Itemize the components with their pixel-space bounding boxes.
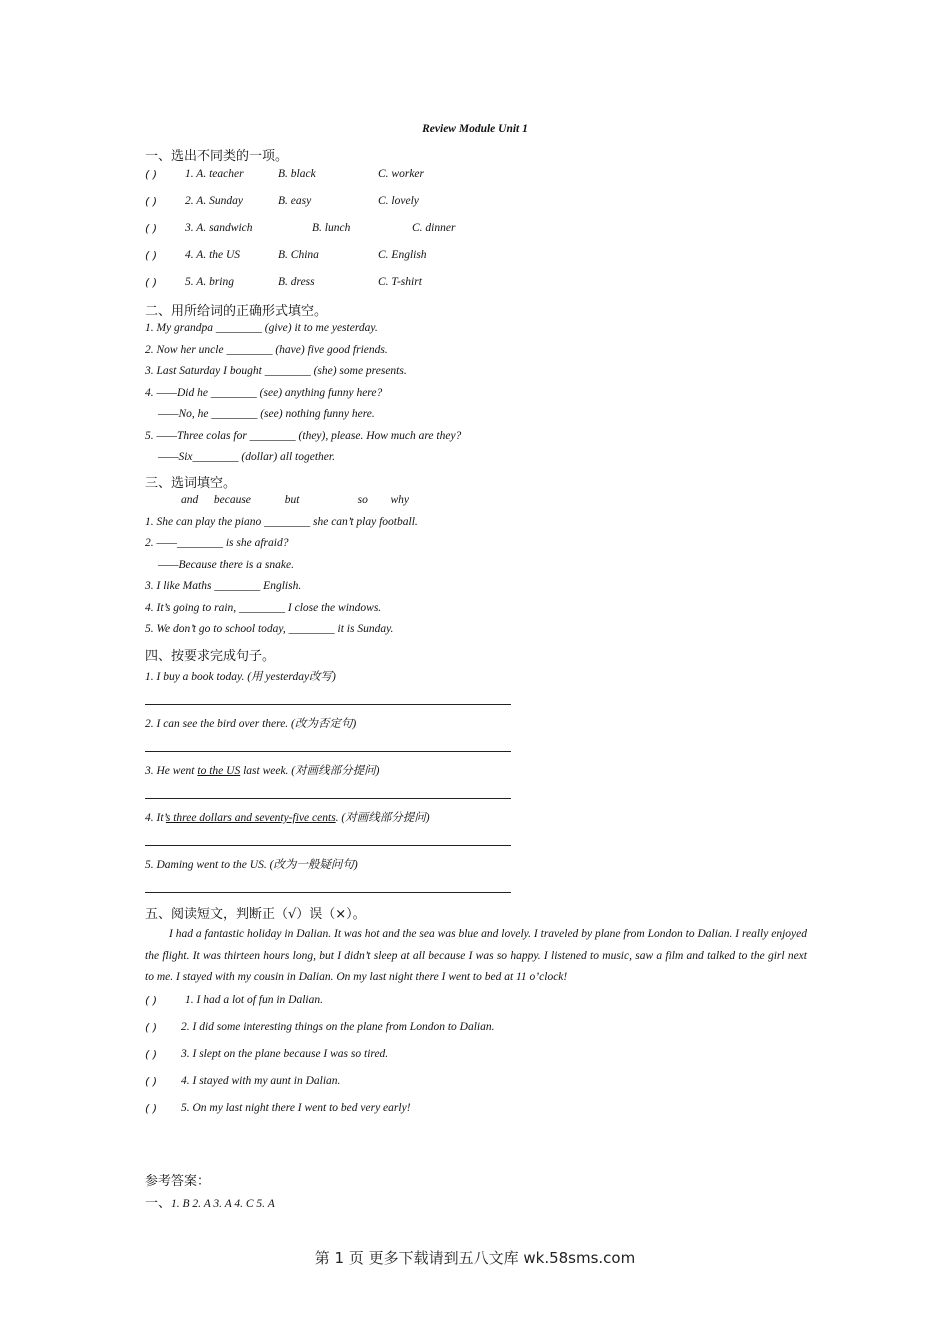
- option-b: B. lunch: [312, 222, 351, 234]
- answer-paren[interactable]: ( ): [145, 1102, 158, 1115]
- option-a: 2. A. Sunday: [185, 195, 243, 207]
- answer-paren[interactable]: ( ): [145, 276, 158, 289]
- statement: 3. I slept on the plane because I was so tired.: [181, 1048, 389, 1060]
- q4-text: 4. It’: [145, 812, 166, 824]
- option-a: 4. A. the US: [185, 249, 241, 261]
- section5-heading: 五、阅读短文，判断正（√）误（×）。: [145, 907, 366, 922]
- answers-heading: 参考答案：: [145, 1174, 211, 1189]
- word-and: and: [181, 494, 199, 506]
- answers-values: 1. B 2. A 3. A 4. C 5. A: [171, 1198, 275, 1210]
- s5-item-3: [145, 1048, 389, 1064]
- s4-q4: [145, 809, 430, 825]
- q4-instruction: . (对画线部分提问): [335, 812, 430, 824]
- section4-heading: 四、按要求完成句子。: [145, 649, 276, 664]
- s1-item-3: [145, 222, 456, 238]
- s2-line-3: 3. Last Saturday I bought ________ (she) some presents.: [145, 365, 407, 377]
- answer-line-5[interactable]: [145, 892, 511, 893]
- option-c: C. English: [378, 249, 427, 261]
- answer-line-3[interactable]: [145, 798, 511, 799]
- s5-item-4: [145, 1075, 341, 1091]
- s3-line-1: 1. She can play the piano ________ she can’t play football.: [145, 516, 418, 528]
- option-b: B. black: [278, 168, 316, 180]
- s3-line-2b: ——Because there is a snake.: [158, 559, 294, 571]
- section3-heading: 三、选词填空。: [145, 476, 237, 491]
- q3-underlined: to the US: [197, 765, 241, 777]
- word-bank: [181, 494, 409, 506]
- reading-passage: I had a fantastic holiday in Dalian. It was hot and the sea was blue and lovely. I traveled by plane from London to Dalian. I really enjoyed the flight. It was thirteen hours long, but I didn’t sleep at all because I was so happy. I listened to music, saw a film and talked to the girl next to me. I stayed with my cousin in Dalian. On my last night there I went to bed at 11 o’clock!: [145, 928, 807, 983]
- answers-prefix: 一、: [145, 1196, 172, 1211]
- s1-item-2: [145, 195, 419, 211]
- word-but: but: [284, 494, 300, 506]
- s4-q5: 5. Daming went to the US. (改为一般疑问句): [145, 859, 358, 871]
- statement: 1. I had a lot of fun in Dalian.: [185, 994, 323, 1006]
- answer-paren[interactable]: ( ): [145, 222, 158, 235]
- statement: 2. I did some interesting things on the plane from London to Dalian.: [181, 1021, 495, 1033]
- statement: 4. I stayed with my aunt in Dalian.: [181, 1075, 341, 1087]
- answer-line-2[interactable]: [145, 751, 511, 752]
- s2-line-5: 5. ——Three colas for ________ (they), please. How much are they?: [145, 430, 462, 442]
- q4-underlined: s three dollars and seventy-five cents: [165, 812, 336, 824]
- option-a: 1. A. teacher: [185, 168, 244, 180]
- s4-q3: [145, 762, 379, 778]
- option-c: C. lovely: [378, 195, 419, 207]
- page-title: Review Module Unit 1: [422, 123, 528, 135]
- option-b: B. China: [278, 249, 319, 261]
- option-c: C. T-shirt: [378, 276, 422, 288]
- option-a: 3. A. sandwich: [185, 222, 253, 234]
- s5-item-1: [145, 994, 323, 1010]
- statement: 5. On my last night there I went to bed very early!: [181, 1102, 411, 1114]
- answer-paren[interactable]: ( ): [145, 195, 158, 208]
- answers-line: [145, 1192, 275, 1211]
- s3-line-4: 4. It’s going to rain, ________ I close the windows.: [145, 602, 382, 614]
- s4-q2: 2. I can see the bird over there. (改为否定句): [145, 718, 357, 730]
- s2-line-4: 4. ——Did he ________ (see) anything funny here?: [145, 387, 383, 399]
- word-so: so: [357, 494, 368, 506]
- q3-instruction: last week. (对画线部分提问): [240, 765, 380, 777]
- s4-q1: 1. I buy a book today. (用 yesterday改写): [145, 671, 336, 683]
- option-c: C. dinner: [412, 222, 456, 234]
- option-b: B. easy: [278, 195, 312, 207]
- answer-paren[interactable]: ( ): [145, 168, 158, 181]
- answer-paren[interactable]: ( ): [145, 1021, 158, 1034]
- q3-text: 3. He went: [145, 765, 198, 777]
- option-b: B. dress: [278, 276, 315, 288]
- s5-item-2: [145, 1021, 495, 1037]
- answer-line-4[interactable]: [145, 845, 511, 846]
- answer-line-1[interactable]: [145, 704, 511, 705]
- s2-line-2: 2. Now her uncle ________ (have) five good friends.: [145, 344, 388, 356]
- answer-paren[interactable]: ( ): [145, 994, 158, 1007]
- section1-heading: 一、选出不同类的一项。: [145, 149, 289, 164]
- s1-item-4: [145, 249, 427, 265]
- s5-item-5: [145, 1102, 411, 1118]
- s2-line-1: 1. My grandpa ________ (give) it to me yesterday.: [145, 322, 378, 334]
- s1-item-1: [145, 168, 424, 184]
- s1-item-5: [145, 276, 422, 292]
- s3-line-3: 3. I like Maths ________ English.: [145, 580, 302, 592]
- option-a: 5. A. bring: [185, 276, 234, 288]
- word-why: why: [390, 494, 410, 506]
- section2-heading: 二、用所给词的正确形式填空。: [145, 304, 328, 319]
- word-because: because: [213, 494, 251, 506]
- s2-line-4b: ——No, he ________ (see) nothing funny here.: [158, 408, 375, 420]
- answer-paren[interactable]: ( ): [145, 1048, 158, 1061]
- page-footer: 第 1 页 更多下载请到五八文库 wk.58sms.com: [314, 1249, 636, 1267]
- s2-line-5b: ——Six________ (dollar) all together.: [158, 451, 335, 463]
- option-c: C. worker: [378, 168, 424, 180]
- s3-line-2: 2. ——________ is she afraid?: [145, 537, 289, 549]
- s3-line-5: 5. We don’t go to school today, ________ it is Sunday.: [145, 623, 394, 635]
- answer-paren[interactable]: ( ): [145, 249, 158, 262]
- answer-paren[interactable]: ( ): [145, 1075, 158, 1088]
